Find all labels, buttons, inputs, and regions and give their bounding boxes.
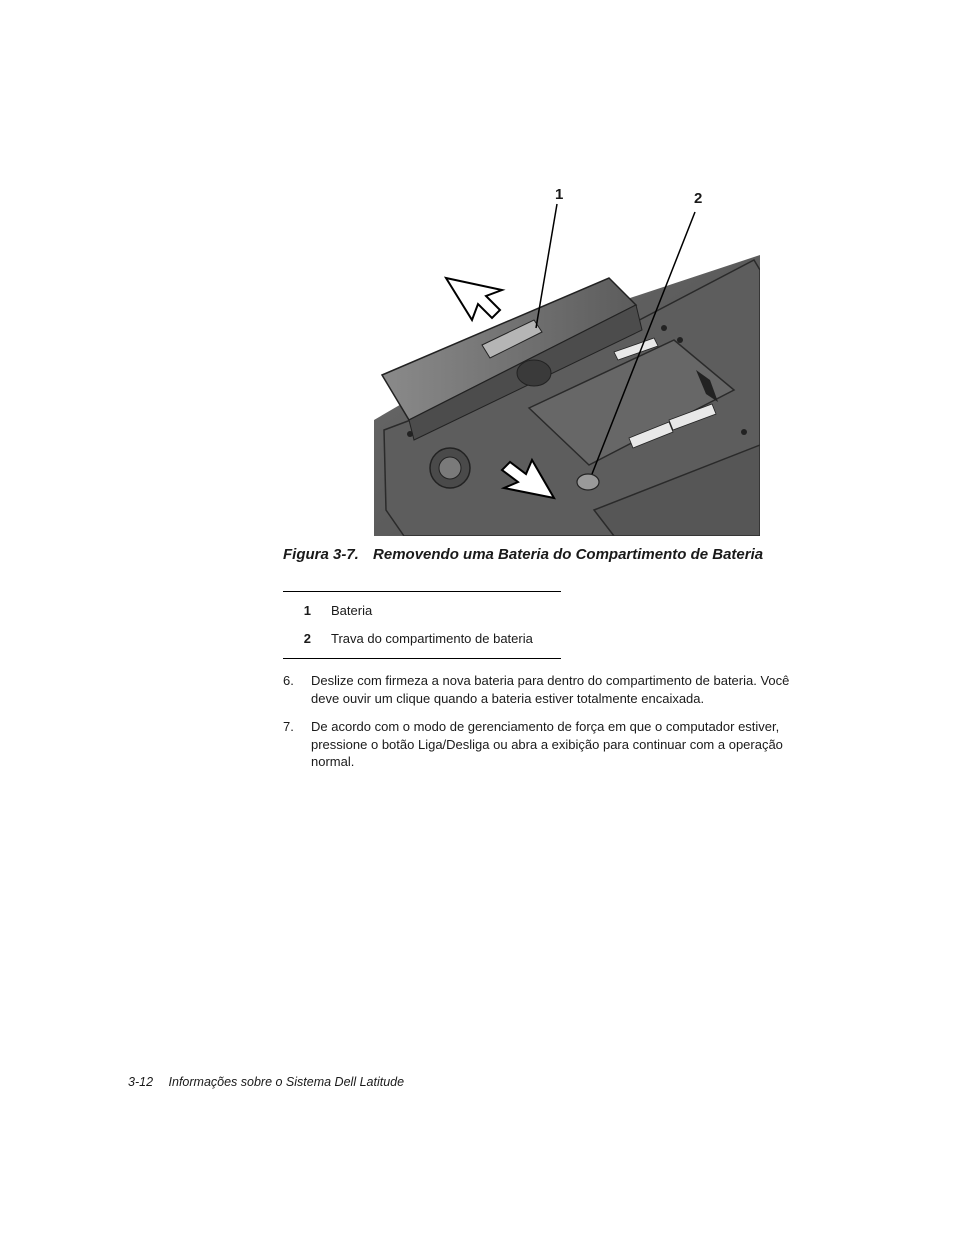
figure-caption xyxy=(283,546,843,563)
battery-removal-illustration xyxy=(374,180,760,536)
footer-title: Informações sobre o Sistema Dell Latitude xyxy=(168,1075,405,1089)
page-footer xyxy=(128,1075,404,1089)
legend-label: Bateria xyxy=(331,602,373,618)
legend-table xyxy=(283,591,561,659)
step-text: Deslize com firmeza a nova bateria para dentro do compartimento de bateria. Você deve ouvir um clique quando a bateria estiver totalmente encaixada. xyxy=(311,673,790,706)
step-text: De acordo com o modo de gerenciamento de força em que o computador estiver, pressione o botão Liga/Desliga ou abra a exibição para continuar com a operação normal. xyxy=(311,719,783,769)
callout-1: 1 xyxy=(555,186,564,203)
step-item xyxy=(283,672,813,707)
step-number: 6. xyxy=(283,673,294,688)
page-number: 3-12 xyxy=(128,1075,154,1089)
legend-row xyxy=(283,624,561,652)
laptop-underside-photo xyxy=(374,180,760,536)
legend-number: 2 xyxy=(303,630,311,646)
legend-label: Trava do compartimento de bateria xyxy=(331,630,533,646)
step-item xyxy=(283,718,813,771)
callout-2: 2 xyxy=(694,190,703,207)
step-number: 7. xyxy=(283,719,294,734)
caption-number: Figura 3-7. xyxy=(283,546,359,563)
legend-row xyxy=(283,596,561,624)
legend-number: 1 xyxy=(303,602,311,618)
caption-title: Removendo uma Bateria do Compartimento de Bateria xyxy=(373,546,764,563)
